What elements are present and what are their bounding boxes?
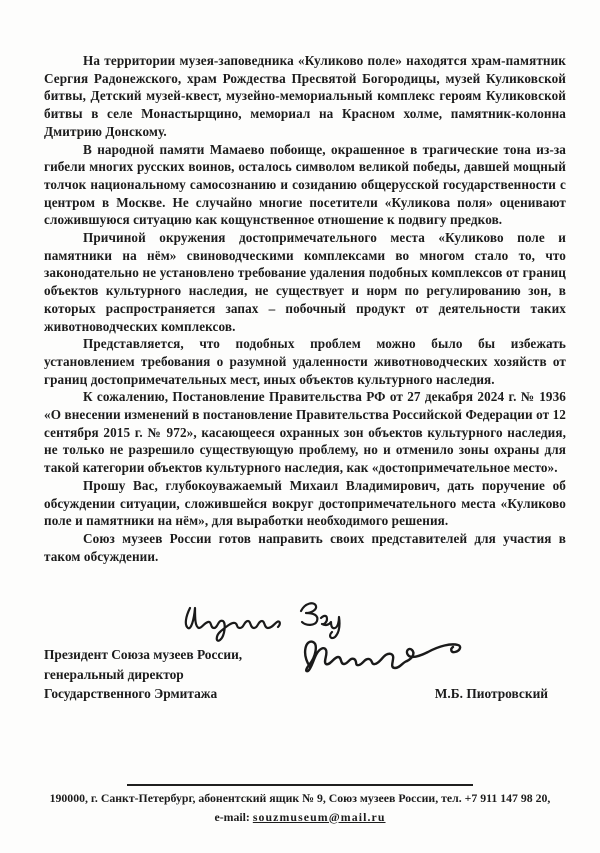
signatory-name: М.Б. Пиотровский	[434, 686, 548, 701]
paragraph-cause: Причиной окружения достопримечательного места «Куликово поле и памятники на нём» свиноводческими комплексами во многом стало то, что законодательно не установлено требование удаления подобных комплексов от границ объектов культурного наследия, не существует и норм по регулированию зон, в которых распространяется запах – побочный продукт от деятельности таких животноводческих комплексов.	[44, 230, 566, 334]
paragraph-folk-memory: В народной памяти Мамаево побоище, окрашенное в трагические тона из-за гибели многих русских воинов, осталось символом великой победы, давшей мощный толчок национальному самосознанию и созиданию общерусской государственности с центром в Москве. Не случайно многие посетители «Куликова поля» оценивают сложившуюся ситуацию как кощунственное отношение к подвигу предков.	[44, 141, 566, 228]
letter-body	[44, 52, 566, 565]
signatory-title-line: Президент Союза музеев России,	[44, 647, 243, 662]
signature-block	[44, 645, 566, 715]
signature-scrawl-icon	[296, 633, 464, 683]
footer-email-line	[0, 808, 600, 827]
footer-email-label: e-mail:	[214, 809, 250, 824]
paragraph-request: Прошу Вас, глубокоуважаемый Михаил Владимирович, дать поручение об обсуждении ситуации, сложившейся вокруг достопримечательного места «Куликово поле и памятники на нём», для выработки необходимого решения.	[44, 477, 566, 529]
signatory-titles	[44, 645, 242, 704]
signatory-title-line: Государственного Эрмитажа	[44, 686, 218, 701]
footer-address: 190000, г. Санкт-Петербург, абонентский ящик № 9, Союз музеев России, тел. +7 911 147 98 20,	[49, 791, 551, 805]
footer-email-link[interactable]: souzmuseum@mail.ru	[252, 809, 386, 824]
footer-divider	[127, 784, 473, 786]
paragraph-proposal: Представляется, что подобных проблем можно было бы избежать установлением требования о разумной удаленности животноводческих хозяйств от границ достопримечательных мест, иных объектов культурного наследия.	[44, 336, 566, 387]
letterhead-footer	[0, 784, 600, 826]
paragraph-regulation: К сожалению, Постановление Правительства РФ от 27 декабря 2024 г. № 1936 «О внесении изменений в постановление Правительства Российской Федерации от 12 сентября 2015 г. № 972», касающееся охранных зон объектов культурного наследия, не только не разрешило существующую проблему, но и отменило зоны охраны для такой категории объектов культурного наследия, как «достопримечательное место».	[44, 389, 566, 476]
paragraph-readiness: Союз музеев России готов направить своих представителей для участия в таком обсуждении.	[44, 530, 566, 564]
signatory-title-line: генеральный директор	[44, 666, 184, 682]
paragraph-museum-list: На территории музея-заповедника «Куликово поле» находятся храм-памятник Сергия Радонежского, храм Рождества Пресвятой Богородицы, музей Куликовской битвы, Детский музей-квест, музейно-мемориальный комплекс героям Куликовской битвы в селе Монастырщино, мемориал на Красном холме, памятник-колонна Дмитрию Донскому.	[44, 53, 566, 139]
